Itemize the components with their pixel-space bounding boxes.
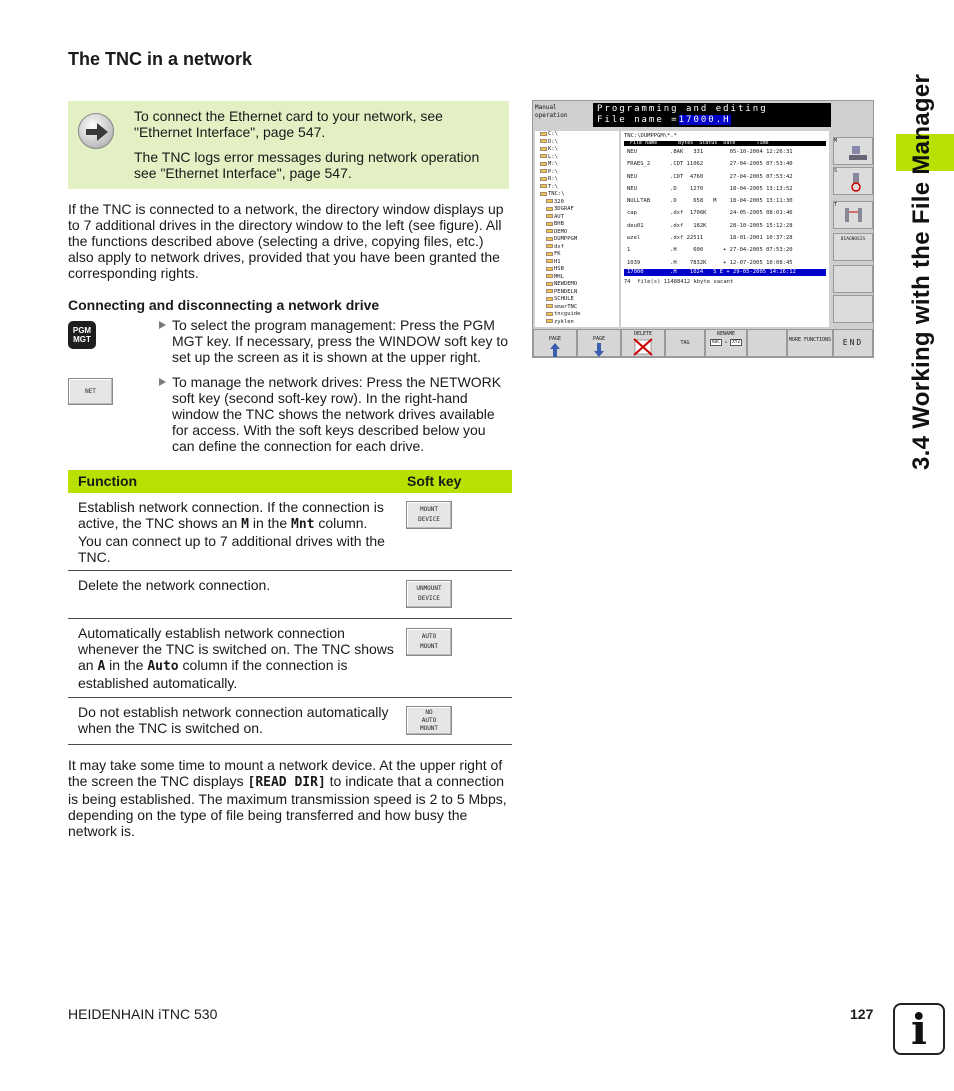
tree-node-label: HSB xyxy=(554,266,564,272)
chapter-title: 3.4 Working with the File Manager xyxy=(908,73,935,470)
m-button[interactable]: M xyxy=(833,137,873,165)
arrow-right-icon xyxy=(78,113,114,149)
intro-paragraph: If the TNC is connected to a network, the directory window displays up to 7 additional drives in the directory window to the left (see figure). All the functions described above (selecting a drive, copying files, etc.) also apply to network drives, provided that you have been granted the corresponding rights. xyxy=(68,201,504,281)
no-auto-mount-softkey[interactable]: NO AUTO MOUNT xyxy=(406,706,452,735)
tree-node[interactable] xyxy=(537,184,619,192)
note-box xyxy=(68,101,509,189)
outro-paragraph: It may take some time to mount a network device. At the upper right of the screen the TNC displays [READ DIR] to indicate that a connection is being established. The maximum transmission speed is 2 to 5 Mbps, depending on the type of file being transferred and how busy the network is. xyxy=(68,757,507,839)
tree-node-label: dxf xyxy=(554,243,564,250)
page-down-softkey[interactable]: PAGE xyxy=(577,329,621,357)
pgm-mgt-key[interactable] xyxy=(68,321,96,349)
tree-node[interactable] xyxy=(537,161,619,169)
status-column xyxy=(833,131,873,327)
file-row[interactable]: FRAES_2 .CDT 11062 27-04-2005 07:53:40 xyxy=(627,161,793,168)
folder-icon xyxy=(546,237,553,241)
table-row xyxy=(68,571,512,619)
page-up-softkey[interactable]: PAGE xyxy=(533,329,577,357)
folder-icon xyxy=(546,259,553,263)
tag-softkey[interactable]: TAG xyxy=(665,329,705,357)
tree-node[interactable] xyxy=(537,146,619,154)
folder-icon xyxy=(546,312,553,316)
softkey-label: NET xyxy=(85,387,96,395)
tree-node[interactable] xyxy=(537,199,619,207)
folder-icon xyxy=(540,177,547,181)
folder-icon xyxy=(540,154,547,158)
page-number: 127 xyxy=(850,1006,874,1022)
folder-icon xyxy=(546,319,553,323)
blank-button[interactable] xyxy=(833,265,873,293)
tree-node[interactable] xyxy=(537,131,619,139)
header-function: Function xyxy=(78,473,138,489)
tree-node-label: MHL xyxy=(554,273,564,280)
tree-node-label: M:\ xyxy=(548,161,558,167)
tree-node[interactable] xyxy=(537,281,619,289)
tree-node-label: DEMO xyxy=(554,228,568,235)
arrow-up-icon xyxy=(550,343,560,357)
note-paragraph-2: The TNC logs error messages during network operation see "Ethernet Interface", page 547. xyxy=(134,149,480,181)
folder-icon xyxy=(546,222,553,226)
footer-product: HEIDENHAIN iTNC 530 xyxy=(68,1006,218,1022)
triangle-bullet-icon xyxy=(159,378,166,386)
tree-node[interactable] xyxy=(537,229,619,237)
tree-node[interactable] xyxy=(537,214,619,222)
auto-mount-softkey[interactable]: AUTO MOUNT xyxy=(406,628,452,656)
t-button[interactable]: T xyxy=(833,201,873,229)
file-list[interactable] xyxy=(621,131,829,327)
folder-icon xyxy=(546,207,553,211)
folder-icon xyxy=(540,139,547,143)
directory-tree[interactable] xyxy=(535,131,619,327)
folder-icon xyxy=(540,169,547,173)
blank-button[interactable] xyxy=(833,295,873,323)
step-text: To select the program management: Press the PGM MGT key. If necessary, press the WINDOW soft key to set up the screen as it is shown at the upper right. xyxy=(172,317,509,365)
tree-node-label: L:\ xyxy=(548,153,558,160)
pgm-key-line-1: PGM xyxy=(72,326,92,335)
end-softkey[interactable]: END xyxy=(833,329,873,357)
tree-node-label: DUMPPGM xyxy=(554,236,578,242)
tree-node-label: 320 xyxy=(554,198,564,205)
file-row[interactable]: NULLTAB .D 658 M 18-04-2005 13:11:30 xyxy=(627,198,793,205)
subsection-heading: Connecting and disconnecting a network drive xyxy=(68,297,380,313)
tree-node-label: R:\ xyxy=(548,176,558,182)
tnc-screen-figure xyxy=(532,100,874,358)
folder-icon xyxy=(546,282,553,286)
tree-node-label: 3DGRAF xyxy=(554,206,574,212)
note-paragraph-1: To connect the Ethernet card to your network, see "Ethernet Interface", page 547. xyxy=(134,108,443,140)
folder-icon xyxy=(546,304,553,308)
tree-node[interactable] xyxy=(537,259,619,267)
tree-node-label: smarTNC xyxy=(554,303,578,310)
folder-icon xyxy=(540,162,547,166)
tree-node[interactable] xyxy=(537,139,619,147)
tree-node-label: P:\ xyxy=(548,168,558,175)
tree-node-label: C:\ xyxy=(548,131,558,137)
row-description: Automatically establish network connection whenever the TNC is switched on. The TNC shows an A in the Auto column if the connection is established automatically. xyxy=(78,625,394,691)
table-row xyxy=(68,619,512,698)
tree-node-label: BHB xyxy=(554,221,564,227)
folder-icon xyxy=(540,184,547,188)
row-description: Establish network connection. If the connection is active, the TNC shows an M in the Mnt column. You can connect up to 7 additional drives with the TNC. xyxy=(78,499,385,565)
tree-node[interactable] xyxy=(537,251,619,259)
file-row[interactable]: 1039 .H 7832K + 12-07-2005 10:08:45 xyxy=(627,259,793,266)
file-row[interactable]: 1 .H 600 + 27-04-2005 07:53:20 xyxy=(627,247,793,254)
arrow-down-icon xyxy=(594,343,604,357)
step-select-program-management xyxy=(159,317,511,365)
folder-icon xyxy=(546,199,553,203)
table-row xyxy=(68,493,512,571)
tree-node[interactable] xyxy=(537,319,619,327)
tree-node[interactable] xyxy=(537,296,619,304)
tree-node-label: PENDELN xyxy=(554,288,578,295)
mount-device-softkey[interactable]: MOUNT DEVICE xyxy=(406,501,452,529)
selected-file-row[interactable]: 17000 .H 1024 S E + 29-05-2005 14:26:12 xyxy=(624,269,826,276)
screen-softkey-bar xyxy=(533,329,873,357)
row-description: Do not establish network connection automatically when the TNC is switched on. xyxy=(78,704,389,736)
header-softkey: Soft key xyxy=(407,473,462,489)
step-manage-network-drives xyxy=(159,374,511,454)
tree-node-label: zyklen xyxy=(554,318,574,325)
tree-node[interactable] xyxy=(537,244,619,252)
tree-node[interactable] xyxy=(537,289,619,297)
net-softkey[interactable] xyxy=(68,378,113,405)
file-row[interactable]: wzel .dxf 22511 18-01-2001 10:37:28 xyxy=(627,235,793,242)
section-heading: The TNC in a network xyxy=(68,49,253,69)
delete-icon xyxy=(633,338,653,356)
tree-node[interactable] xyxy=(537,311,619,319)
tree-node[interactable] xyxy=(537,221,619,229)
tree-node-label: TNC:\ xyxy=(548,191,565,197)
machine-icon xyxy=(848,144,868,162)
tree-node-label: K:\ xyxy=(548,146,558,152)
file-row[interactable]: cap .dxf 1706K 24-05-2005 08:01:46 xyxy=(627,210,793,217)
rename-softkey[interactable]: RENAME ABC = XYZ xyxy=(705,329,747,357)
folder-icon xyxy=(546,297,553,301)
folder-icon xyxy=(540,192,547,196)
tree-node[interactable] xyxy=(537,304,619,312)
tree-node-label: NEWDEMO xyxy=(554,281,578,287)
tree-node-label: FK xyxy=(554,251,561,257)
row-description: Delete the network connection. xyxy=(78,577,271,593)
delete-softkey[interactable]: DELETE xyxy=(621,329,665,357)
table-header xyxy=(68,470,512,493)
folder-icon xyxy=(546,229,553,233)
more-functions-softkey[interactable]: MORE FUNCTIONS xyxy=(787,329,833,357)
tree-node-label: SCHULE xyxy=(554,296,574,302)
folder-icon xyxy=(546,267,553,271)
folder-icon xyxy=(546,289,553,293)
spindle-icon xyxy=(846,172,866,192)
file-summary: 74 file(s) 11488412 kbyte vacant xyxy=(624,278,734,285)
info-icon: i xyxy=(893,1003,945,1055)
tree-node[interactable] xyxy=(537,169,619,177)
file-row[interactable]: NEU .D 1270 18-04-2005 13:13:52 xyxy=(627,185,793,192)
tree-node-label: H1 xyxy=(554,258,561,265)
screen-title-bar: Programming and editing File name =17000.H xyxy=(593,103,831,127)
tree-node-label: tncguide xyxy=(554,311,581,317)
tree-node[interactable] xyxy=(537,236,619,244)
file-row[interactable]: deu01 .dxf 182K 28-10-2005 15:12:28 xyxy=(627,222,793,229)
tree-node[interactable] xyxy=(537,191,619,199)
folder-icon xyxy=(546,252,553,256)
tree-node[interactable] xyxy=(537,274,619,282)
folder-icon xyxy=(546,244,553,248)
file-row[interactable]: NEU .CDT 4760 27-04-2005 07:53:42 xyxy=(627,173,793,180)
diagnosis-button[interactable]: DIAGNOSIS xyxy=(833,233,873,261)
file-row[interactable]: NEU .BAK 331 05-10-2004 12:26:31 xyxy=(627,149,793,155)
tree-node[interactable] xyxy=(537,154,619,162)
tool-icon xyxy=(842,206,866,226)
unmount-device-softkey[interactable]: UNMOUNT DEVICE xyxy=(406,580,452,608)
s-button[interactable]: S xyxy=(833,167,873,195)
file-list-header: File name Bytes Status Date Time xyxy=(624,141,826,146)
file-path: TNC:\DUMPPGM\*.* xyxy=(624,133,677,139)
tree-node[interactable] xyxy=(537,266,619,274)
table-row xyxy=(68,698,512,745)
folder-icon xyxy=(540,147,547,151)
tree-node-label: AUT xyxy=(554,213,564,220)
folder-icon xyxy=(546,214,553,218)
step-text: To manage the network drives: Press the NETWORK soft key (second soft-key row). In the right-hand window the TNC shows the network drives available for access. With the soft keys described below you can define the connection for each drive. xyxy=(172,374,502,454)
tree-node[interactable] xyxy=(537,206,619,214)
folder-icon xyxy=(546,274,553,278)
triangle-bullet-icon xyxy=(159,321,166,329)
blank-softkey[interactable] xyxy=(747,329,787,357)
tree-node[interactable] xyxy=(537,176,619,184)
tree-node-label: T:\ xyxy=(548,183,558,190)
folder-icon xyxy=(540,132,547,136)
pgm-key-line-2: MGT xyxy=(73,335,91,344)
tree-node-label: D:\ xyxy=(548,138,558,145)
operation-mode-label: Manual operation xyxy=(535,104,568,119)
